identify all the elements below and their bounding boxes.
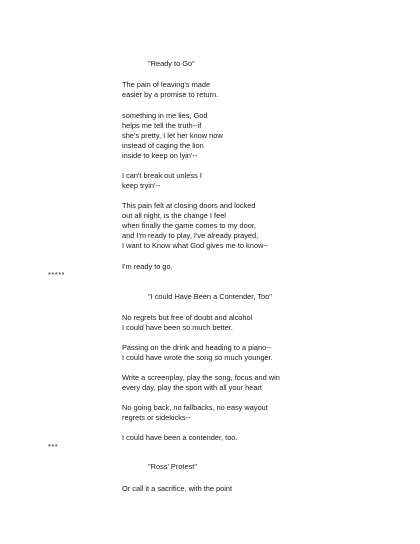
- poem-line: easier by a promise to return.: [122, 90, 219, 99]
- poem-line: out all night, is the change I feel: [122, 211, 226, 220]
- poem-line: and I'm ready to play, I've already prayed,: [122, 231, 259, 240]
- poem-line: I can't break out unless I: [122, 171, 202, 180]
- poem-line: every day, play the sport with all your heart: [122, 383, 262, 392]
- poem-line: something in me lies, God: [122, 111, 208, 120]
- poem-line: The pain of leaving's made: [122, 80, 211, 89]
- poem-line: This pain felt at closing doors and locked: [122, 201, 256, 210]
- poem-line: inside to keep on lyin'--: [122, 151, 198, 160]
- poem-line: I'm ready to go.: [122, 262, 173, 271]
- poem-line: Write a screenplay, play the song, focus and win: [122, 373, 280, 382]
- poem-line: No going back, no fallbacks, no easy wayout: [122, 403, 268, 412]
- poem-line: Or call it a sacrifice, with the point: [122, 484, 233, 493]
- section-separator: *****: [48, 270, 65, 279]
- poem-line: keep tryin'--: [122, 181, 161, 190]
- poem-line: I want to Know what God gives me to know--: [122, 241, 269, 250]
- poem-line: Passing on the drink and heading to a piano--: [122, 343, 272, 352]
- poem-line: regrets or sidekicks--: [122, 413, 191, 422]
- poem-line: No regrets but free of doubt and alcohol: [122, 313, 253, 322]
- poem-line: she's pretty, I let her know now: [122, 131, 223, 140]
- poem-line: helps me tell the truth--if: [122, 121, 202, 130]
- poem-title: "Ross' Protest": [148, 462, 197, 471]
- poem-title: "I could Have Been a Contender, Too": [148, 292, 272, 301]
- poem-line: I could have been so much better.: [122, 323, 233, 332]
- poem-line: instead of caging the lion: [122, 141, 204, 150]
- poem-title: "Ready to Go": [148, 59, 195, 68]
- section-separator: ***: [48, 442, 59, 451]
- poem-line: I could have been a contender, too.: [122, 433, 238, 442]
- poem-line: I could have wrote the song so much younger.: [122, 353, 273, 362]
- poem-line: when finally the game comes to my door,: [122, 221, 256, 230]
